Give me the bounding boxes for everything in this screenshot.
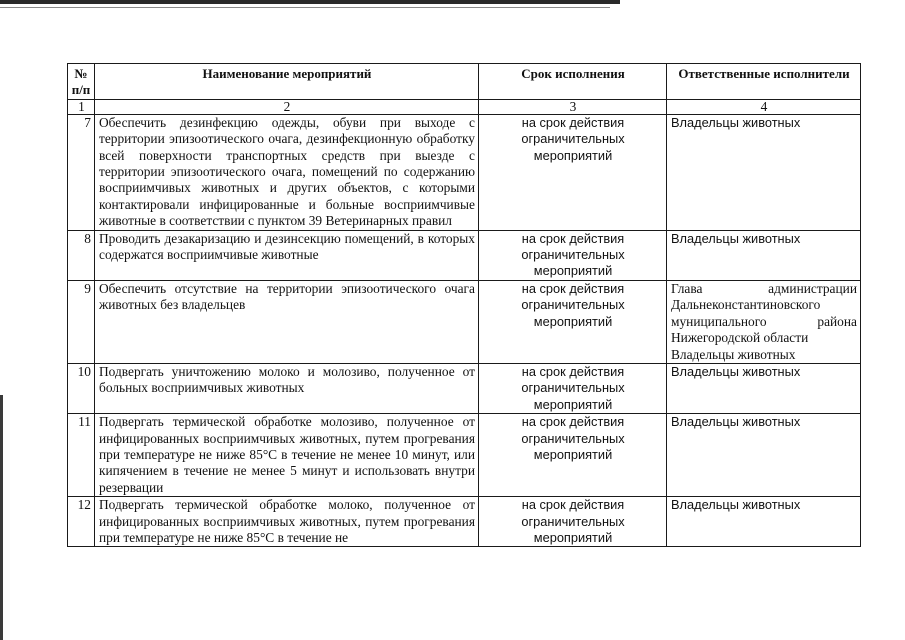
measure-name: Проводить дезакаризацию и дезинсекцию помещений, в которых содержатся восприимчивые животные <box>95 230 479 280</box>
table-row <box>68 230 861 280</box>
term-line: на срок действия <box>521 230 625 246</box>
term-line: мероприятий <box>533 313 613 329</box>
header-name: Наименование мероприятий <box>95 64 479 100</box>
header-term: Срок исполнения <box>479 64 667 100</box>
term-line: мероприятий <box>533 446 613 462</box>
measure-name: Обеспечить дезинфекцию одежды, обуви при выходе с территории эпизоотического очага, дезинфекционную обработку всей поверхности транспортных средств при выезде с территории эпизоотического очага, помещений по содержанию восприимчивых животных и других объектов, с которыми контактировали инфицированные и больные восприимчивые животные в соответствии с пунктом 39 Ветеринарных правил <box>95 114 479 230</box>
scan-border-line <box>0 7 610 8</box>
term-cell <box>479 230 667 280</box>
column-number: 3 <box>479 99 667 114</box>
responsible-line: Глава администрации <box>671 280 857 296</box>
table-row <box>68 280 861 363</box>
measure-name: Подвергать уничтожению молоко и молозиво, полученное от больных восприимчивых животных <box>95 363 479 413</box>
responsible-line: муниципального района <box>671 313 857 329</box>
term-line: на срок действия <box>521 414 625 430</box>
measure-name: Обеспечить отсутствие на территории эпизоотического очага животных без владельцев <box>95 280 479 363</box>
measure-name: Подвергать термической обработке молоко, полученное от инфицированных восприимчивых животных, путем прогревания при температуре не ниже 85°С в течение не <box>95 497 479 547</box>
term-line: на срок действия <box>521 114 625 130</box>
row-number: 12 <box>68 497 95 547</box>
header-num: № п/п <box>68 64 95 100</box>
responsible-line: Дальнеконстантиновского <box>671 297 821 313</box>
term-cell <box>479 280 667 363</box>
column-number: 1 <box>68 99 95 114</box>
term-line: ограничительных <box>521 380 625 396</box>
header-resp: Ответственные исполнители <box>667 64 861 100</box>
responsible-cell: Владельцы животных <box>667 114 861 230</box>
term-line: ограничительных <box>521 131 625 147</box>
term-line: на срок действия <box>521 363 625 379</box>
responsible-line: Владельцы животных <box>671 346 796 362</box>
column-number: 2 <box>95 99 479 114</box>
scan-border-top <box>0 0 620 4</box>
responsible-cell: Владельцы животных <box>667 230 861 280</box>
table-row <box>68 363 861 413</box>
measures-table <box>67 63 861 547</box>
term-line: мероприятий <box>533 396 613 412</box>
table-row <box>68 414 861 497</box>
table-header-row <box>68 64 861 100</box>
term-line: ограничительных <box>521 513 625 529</box>
term-line: на срок действия <box>521 497 625 513</box>
responsible-cell: Владельцы животных <box>667 497 861 547</box>
table-row <box>68 497 861 547</box>
scan-border-left <box>0 395 3 640</box>
row-number: 11 <box>68 414 95 497</box>
term-cell <box>479 414 667 497</box>
term-line: ограничительных <box>521 297 625 313</box>
term-line: ограничительных <box>521 247 625 263</box>
table-row <box>68 114 861 230</box>
term-line: мероприятий <box>533 263 613 279</box>
responsible-cell: Владельцы животных <box>667 414 861 497</box>
term-line: мероприятий <box>533 529 613 545</box>
responsible-cell <box>667 280 861 363</box>
measure-name: Подвергать термической обработке молозиво, полученное от инфицированных восприимчивых животных, путем прогревания при температуре не ниже 85°С в течение не менее 10 минут, или кипячением в течение не менее 5 минут и использовать внутри резервации <box>95 414 479 497</box>
row-number: 10 <box>68 363 95 413</box>
column-number-row <box>68 99 861 114</box>
row-number: 9 <box>68 280 95 363</box>
row-number: 8 <box>68 230 95 280</box>
term-cell <box>479 497 667 547</box>
responsible-line: Нижегородской области <box>671 330 809 346</box>
row-number: 7 <box>68 114 95 230</box>
term-cell <box>479 363 667 413</box>
responsible-cell: Владельцы животных <box>667 363 861 413</box>
column-number: 4 <box>667 99 861 114</box>
term-line: мероприятий <box>533 147 613 163</box>
term-line: на срок действия <box>521 280 625 296</box>
term-line: ограничительных <box>521 430 625 446</box>
term-cell <box>479 114 667 230</box>
